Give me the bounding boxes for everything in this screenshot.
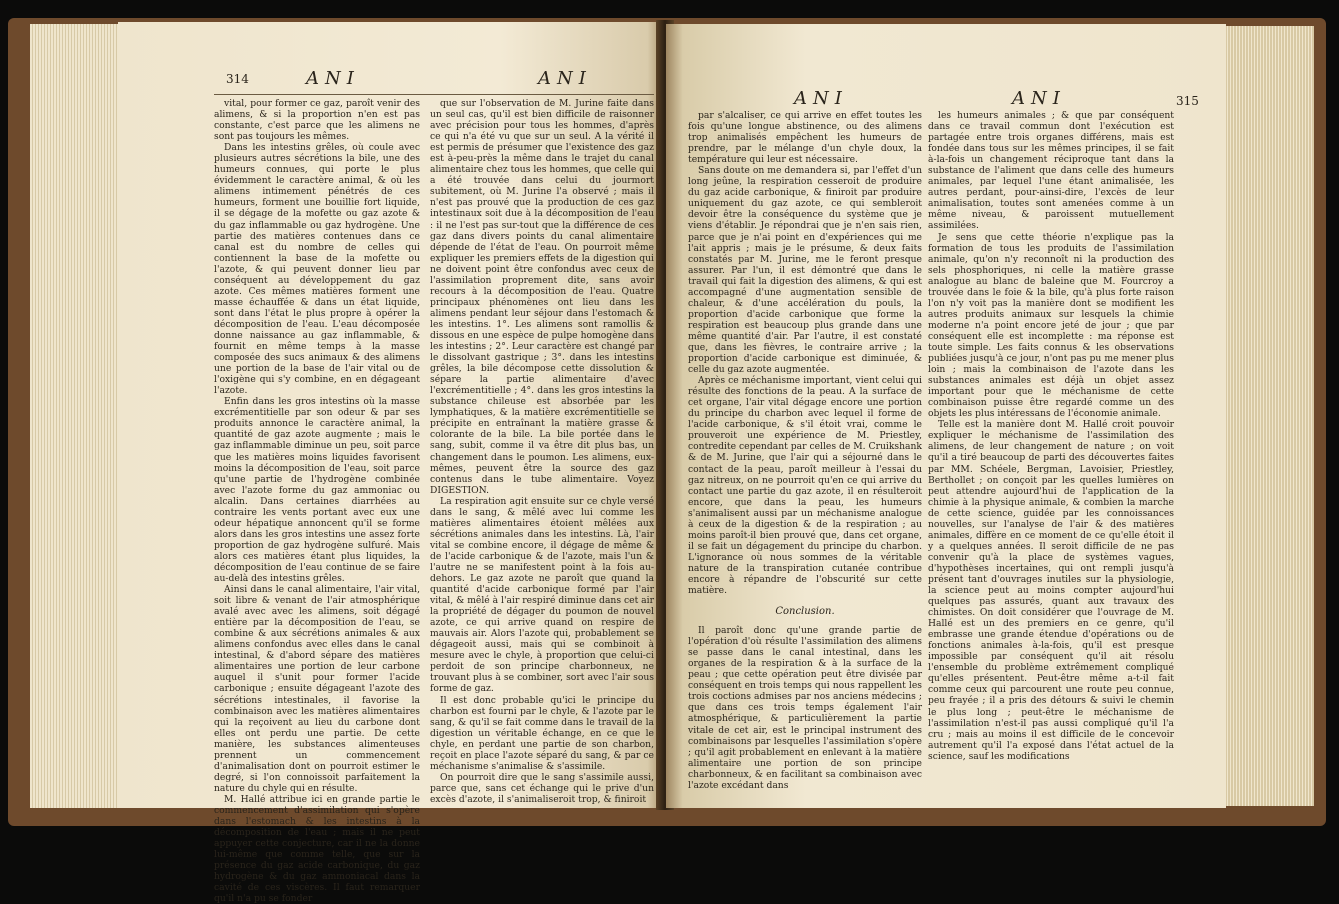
running-head-left: ANI xyxy=(794,88,848,109)
right-page xyxy=(666,24,1226,808)
paragraph: les humeurs animales ; & que par conséquent dans ce travail commun dont l'exécution est partagée entre trois organes différens, mais est fondée dans tous sur les mêmes principes, il se fait à-la-fois un changement réciproque tant dans la substance de l'aliment que dans celle des humeurs animales, par lequel l'une étant animalisée, les autres perdant, pour-ainsi-dire, l'excès de leur animalisation, toutes sont amenées comme à un même niveau, & paroissent mutuellement assimilées. xyxy=(928,110,1174,232)
header-rule xyxy=(214,94,654,95)
page-number: 314 xyxy=(226,72,249,86)
paragraph: M. Hallé attribue ici en grande partie le commencement d'assimilation qui s'opère dans l'estomach & les intestins à la décomposition de l'eau ; mais il ne peut appuyer cette conjecture, car il ne la donne lui-même que comme telle, que sur la présence du gaz acide carbonique, du gaz hydrogène & du gaz ammoniacal dans la cavité de ces viscères. Il faut remarquer qu'il n'a pu se fonder xyxy=(214,793,420,904)
paragraph: Enfin dans les gros intestins où la masse excrémentitielle par son odeur & par ses produits annonce le caractère animal, la quantité de gaz azote augmente ; mais le gaz inflammable diminue un peu, soit parce que les matières moins liquides favorisent moins la décomposition de l'eau, soit parce qu'une partie de l'hydrogène combinée avec l'azote forme du gaz ammoniac ou alcalin. Dans certaines diarrhées au contraire les vents portant avec eux une odeur hépatique annoncent qu'il se forme alors dans les gros intestins une assez forte proportion de gaz hydrogène sulfuré. Mais alors ces matières étant plus liquides, la décomposition de l'eau continue de se faire au-delà des intestins grêles. xyxy=(214,396,420,585)
paragraph: Telle est la manière dont M. Hallé croit pouvoir expliquer le méchanisme de l'assimilation des alimens, de leur changement de nature ; on voit qu'il a tiré beaucoup de parti des découvertes faites par MM. Schéele, Bergman, Lavoisier, Priestley, Berthollet ; on conçoit par les quelles lumières on peut attendre aujourd'hui de l'application de la chimie à la physique animale, & combien la marche de cette science, guidée par les connoissances nouvelles, sur l'analyse de l'air & des matières animales, diffère en ce moment de ce qu'elle étoit il y a quelques années. Il seroit difficile de ne pas convenir qu'à la place de systèmes vagues, d'hypothèses incertaines, qui ont rempli jusqu'à présent tant d'ouvrages inutiles sur la physiologie, la science peut au moins compter aujourd'hui quelques pas assurés, quant aux travaux des chimistes. On doit considérer que l'ouvrage de M. Hallé est un des premiers en ce genre, qu'il embrasse une grande étendue d'opérations ou de fonctions animales à-la-fois, qu'il est presque impossible par conséquent qu'il ait résolu l'ensemble du problème extrêmement compliqué qu'elles présentent. Peut-être même a-t-il fait comme ceux qui parcourent une route peu connue, peu frayée ; il a pris des détours & suivi le chemin le plus long ; peut-être le méchanisme de l'assimilation n'est-il pas aussi compliqué qu'il l'a cru ; mais au moins il est difficile de le concevoir autrement qu'il l'a exposé dans l'état actuel de la science, sauf les modifications xyxy=(928,419,1174,762)
running-head-right: ANI xyxy=(1012,88,1066,109)
page-edges-right xyxy=(1222,26,1314,806)
running-head-right: ANI xyxy=(538,68,592,89)
paragraph: que sur l'observation de M. Jurine faite dans un seul cas, qu'il est bien difficile de raisonner avec précision pour tous les hommes, d'après ce qui n'a été vu que sur un seul. A la vérité il est permis de présumer que l'existence des gaz est à-peu-près la même dans le trajet du canal alimentaire chez tous les hommes, que celle qui a été trouvée dans celui du jourmort subitement, où M. Jurine l'a observé ; mais il n'est pas prouvé que la production de ces gaz intestinaux soit due à la décomposition de l'eau : il ne l'est pas sur-tout que la différence de ces gaz dans divers points du canal alimentaire dépende de l'état de l'eau. On pourroit même expliquer les premiers effets de la digestion qui ne doivent point être confondus avec ceux de l'assimilation proprement dite, sans avoir recours à la décomposition de l'eau. Quatre principaux phénomènes ont lieu dans les alimens pendant leur séjour dans l'estomach & les intestins. 1°. Les alimens sont ramollis & dissous en une espèce de pulpe homogène dans les intestins ; 2°. Leur caractère est changé par le dissolvant gastrique ; 3°. dans les intestins grêles, la bile décompose cette dissolution & sépare la partie alimentaire d'avec l'excrémentitielle ; 4°. dans les gros intestins la substance chileuse est absorbée par les lymphatiques, & la matière excrémentitielle se précipite en entraînant la matière grasse & colorante de la bile. La bile portée dans le sang, subit, comme il va être dit plus bas, un changement dans le poumon. Les alimens, eux-mêmes, peuvent être la source des gaz contenus dans le tube alimentaire. Voyez DIGESTION. xyxy=(430,98,654,496)
paragraph: Je sens que cette théorie n'explique pas la formation de tous les produits de l'assimilation animale, qu'on n'y reconnoît ni la production des sels phosphoriques, ni celle la matière grasse analogue au blanc de baleine que M. Fourcroy a trouvée dans le foie & la bile, qu'à plus forte raison l'on n'y voit pas la manière dont se modifient les autres produits animaux sur lesquels la chimie moderne n'a point encore jeté de jour ; que par conséquent elle est incomplette : ma réponse est toute simple. Les faits connus & les observations publiées jusqu'à ce jour, n'ont pas pu me mener plus loin ; mais la combinaison de l'azote dans les substances animales est déjà un objet assez important pour que le méchanisme de cette combinaison puisse être regardé comme un des objets les plus intéressans de l'économie animale. xyxy=(928,231,1174,420)
paragraph: La respiration agit ensuite sur ce chyle versé dans le sang, & mêlé avec lui comme les matières alimentaires étoient mêlées aux sécrétions animales dans les intestins. Là, l'air vital se combine encore, il dégage de même & de l'acide carbonique & de l'azote, mais l'un & l'autre ne se manifestent point à la fois au-dehors. Le gaz azote ne paroît que quand la quantité d'acide carbonique formé par l'air vital, & mêlé à l'air respiré diminue dans cet air la propriété de dégager du poumon de nouvel azote, ce qui arrive quand on respire de mauvais air. Alors l'azote qui, probablement se dégageoit aussi, mais qui se combinoit à mesure avec le chyle, à proportion que celui-ci perdoit de son principe charbonneux, ne trouvant plus à se combiner, sort avec l'air sous forme de gaz. xyxy=(430,495,654,695)
paragraph: On pourroit dire que le sang s'assimile aussi, parce que, sans cet échange qui le prive d'un excès d'azote, il s'animaliseroit trop, & finiroit xyxy=(430,771,654,805)
paragraph: par s'alcaliser, ce qui arrive en effet toutes les fois qu'une longue abstinence, ou des alimens trop animalisés empêchent les humeurs de prendre, par le mélange d'un chyle doux, la température qui leur est nécessaire. xyxy=(688,110,922,166)
running-head-left: ANI xyxy=(306,68,360,89)
paragraph: Il paroît donc qu'une grande partie de l'opération d'où résulte l'assimilation des alimens se passe dans le canal intestinal, dans les organes de la respiration & à la surface de la peau ; que cette opération peut être divisée par conséquent en trois temps qui nous rappellent les trois coctions admises par nos anciens médecins ; que dans ces trois temps également l'air atmosphérique, & particulièrement la partie vitale de cet air, est le principal instrument des combinaisons par lesquelles l'assimilation s'opère ; qu'il agit probablement en enlevant à la matière alimentaire une portion de son principe charbonneux, & en facilitant sa combinaison avec l'azote excédant dans xyxy=(688,625,922,791)
page-number: 315 xyxy=(1176,94,1199,108)
paragraph: Dans les intestins grêles, où coule avec plusieurs autres sécrétions la bile, une des humeurs connues, qui porte le plus évidemment le caractère animal, & où les alimens intimement pénétrés de ces humeurs, forment une bouillie fort liquide, il se dégage de la mofette ou gaz azote & du gaz inflammable ou gaz hydrogène. Une partie des matières contenues dans ce canal est du nombre de celles qui contiennent la base de la mofette ou l'azote, & qui peuvent donner lieu par conséquent au développement du gaz azote. Ces mêmes matières forment une masse échauffée & dans un état liquide, sont dans l'état le plus propre à opérer la décomposition de l'eau. L'eau décomposée donne naissance au gaz inflammable, & fournit en même temps à la masse composée des sucs animaux & des alimens une portion de la base de l'air vital ou de l'oxigène qui s'y combine, en en dégageant l'azote. xyxy=(214,142,420,397)
page-edges-left xyxy=(30,24,130,808)
paragraph: Sans doute on me demandera si, par l'effet d'un long jeûne, la respiration cesseroit de produire du gaz acide carbonique, & finiroit par produire uniquement du gaz azote, ce qui sembleroit devoir être la conséquence du système que je viens d'établir. Je répondrai que je n'en sais rien, parce que je n'ai point en d'expériences qui me l'ait appris ; mais je le présume, & deux faits constatés par M. Jurine, me le feront presque assurer. Par l'un, il est démontré que dans le travail qui fait la digestion des alimens, & qui est accompagné d'une augmentation sensible de chaleur, & d'une accélération du pouls, la proportion d'acide carbonique que forme la respiration est beaucoup plus grande dans une même quantité d'air. Par l'autre, il est constaté que, dans les fièvres, le contraire arrive ; la proportion d'acide carbonique est diminuée, & celle du gaz azote augmentée. xyxy=(688,165,922,376)
section-heading: Conclusion. xyxy=(775,606,835,618)
text-column-1 xyxy=(688,110,922,791)
paragraph: Ainsi dans le canal alimentaire, l'air vital, soit libre & venant de l'air atmosphérique avalé avec avec les alimens, soit dégagé entière par la décomposition de l'eau, se combine & aux sécrétions animales & aux alimens confondus avec elles dans le canal intestinal, & d'abord sépare des matières alimentaires une portion de leur carbone auquel il s'unit pour former l'acide carbonique ; ensuite dégageant l'azote des sécrétions intestinales, il favorise la combinaison avec les matières alimentaires qui la reçoivent au lieu du carbone dont elles ont perdu une partie. De cette manière, les substances alimenteuses prennent un commencement d'animalisation dont on pourroit estimer le degré, si l'on connoissoit parfaitement la nature du chyle qui en résulte. xyxy=(214,584,420,794)
left-page xyxy=(118,22,664,904)
text-column-2 xyxy=(928,110,1174,780)
text-column-1 xyxy=(214,98,420,904)
paragraph: Il est donc probable qu'ici le principe du charbon est fourni par le chyle, & l'azote par le sang, & qu'il se fait comme dans le travail de la digestion un véritable échange, en ce que le chyle, en perdant une partie de son charbon, reçoit en place l'azote séparé du sang, & par ce méchanisme s'animalise & s'assimile. xyxy=(430,694,654,772)
text-column-2 xyxy=(430,98,654,805)
paragraph: Après ce méchanisme important, vient celui qui résulte des fonctions de la peau. A la surface de cet organe, l'air vital dégage encore une portion du principe du charbon avec lequel il forme de l'acide carbonique, & s'il étoit vrai, comme le prouveroit une expérience de M. Priestley, contredite cependant par celles de M. Cruikshank & de M. Jurine, que l'air qui a séjourné dans le contact de la peau, paroît meilleur à l'essai du gaz nitreux, on ne pourroit qu'en ce qui arrive du contact une partie du gaz azote, il en résulteroit encore, que dans la peau, les humeurs s'animalisent aussi par un méchanisme analogue à ceux de la digestion & de la respiration ; au moins paroît-il bien prouvé que, dans cet organe, il se fait un dégagement du principe du charbon. L'ignorance où nous sommes de la véritable nature de la transpiration cutanée contribue encore à répandre de l'obscurité sur cette matière. xyxy=(688,375,922,597)
paragraph: vital, pour former ce gaz, paroît venir des alimens, & si la proportion n'en est pas constante, c'est parce que les alimens ne sont pas toujours les mêmes. xyxy=(214,98,420,143)
